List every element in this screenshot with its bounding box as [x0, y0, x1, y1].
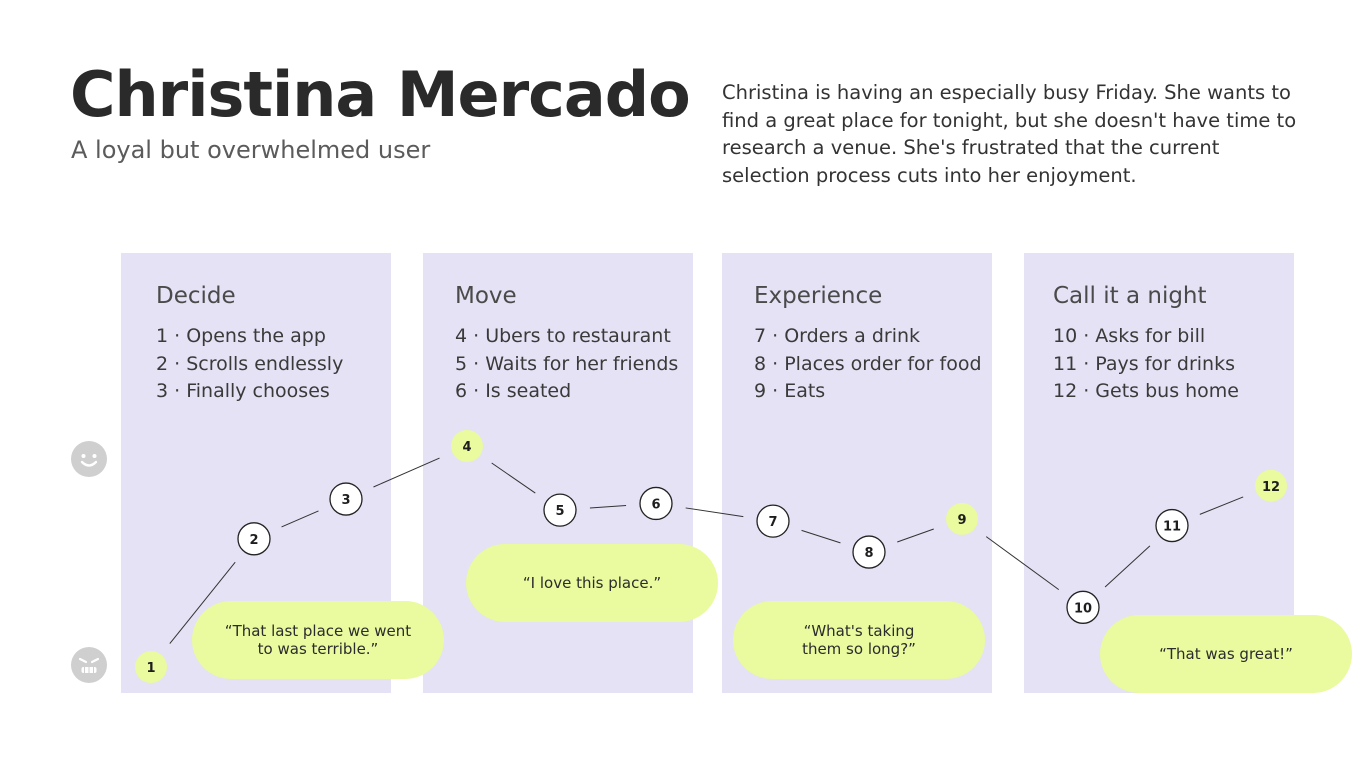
step-node-label: 3: [341, 493, 351, 509]
step-item: 8 · Places order for food: [754, 352, 982, 375]
journey-step-node: [1156, 510, 1188, 542]
step-node-label: 12: [1261, 479, 1281, 495]
journey-connector: [986, 537, 1059, 590]
journey-step-node: [853, 536, 885, 568]
journey-step-node: [544, 494, 576, 526]
step-node-label: 9: [957, 512, 967, 528]
step-item: 12 · Gets bus home: [1053, 380, 1240, 402]
step-item: 11 · Pays for drinks: [1053, 352, 1235, 375]
step-node-label: 8: [864, 546, 874, 562]
step-node-label: 10: [1073, 601, 1093, 617]
step-node-label: 5: [555, 504, 565, 520]
step-item: 10 · Asks for bill: [1053, 325, 1206, 347]
journey-connector: [373, 458, 439, 487]
stage-title: Move: [455, 283, 517, 309]
stage-title: Call it a night: [1053, 283, 1207, 309]
journey-step-node: [1255, 470, 1287, 502]
step-node-label: 11: [1162, 519, 1182, 535]
journey-connector: [802, 530, 841, 543]
journey-step-node: [238, 523, 270, 555]
journey-step-node: [135, 651, 167, 683]
journey-connector: [686, 508, 744, 517]
journey-connector: [897, 529, 933, 542]
journey-step-node: [640, 487, 672, 519]
journey-connector: [282, 511, 319, 527]
journey-connector: [1105, 546, 1150, 587]
persona-tagline: A loyal but overwhelmed user: [71, 136, 431, 164]
step-item: 9 · Eats: [754, 380, 826, 402]
quote-text: “What's taking them so long?”: [802, 622, 916, 658]
quote-text: “I love this place.”: [522, 574, 662, 592]
step-node-label: 4: [462, 440, 472, 455]
step-node-label: 7: [768, 515, 778, 531]
quote-text: “That last place we went to was terrible.”: [224, 622, 412, 658]
persona-name: Christina Mercado: [70, 58, 690, 131]
quote-text: “That was great!”: [1159, 645, 1293, 663]
journey-step-node: [1067, 591, 1099, 623]
journey-step-node: [757, 505, 789, 537]
step-item: 2 · Scrolls endlessly: [156, 352, 344, 375]
step-item: 6 · Is seated: [455, 380, 572, 402]
journey-step-node: [330, 483, 362, 515]
step-node-label: 2: [249, 532, 259, 548]
step-item: 5 · Waits for her friends: [455, 352, 679, 375]
journey-step-node: [451, 430, 483, 462]
journey-connector: [170, 562, 235, 643]
stage-title: Experience: [754, 283, 883, 309]
step-item: 7 · Orders a drink: [754, 325, 921, 347]
step-node-label: 6: [651, 497, 661, 513]
stage-title: Decide: [156, 283, 236, 309]
journey-connector: [1200, 497, 1243, 514]
step-item: 4 · Ubers to restaurant: [455, 325, 671, 347]
journey-connector: [590, 506, 626, 508]
step-item: 3 · Finally chooses: [156, 380, 330, 402]
journey-step-node: [946, 503, 978, 535]
step-node-label: 1: [146, 661, 156, 676]
journey-connector: [492, 463, 536, 493]
step-item: 1 · Opens the app: [156, 325, 326, 347]
persona-description: Christina is having an especially busy Friday. She wants to find a great place for tonight, but she doesn't have time to research a venue. She's frustrated that the current selection process cuts into her enjoyment.: [722, 81, 1297, 187]
